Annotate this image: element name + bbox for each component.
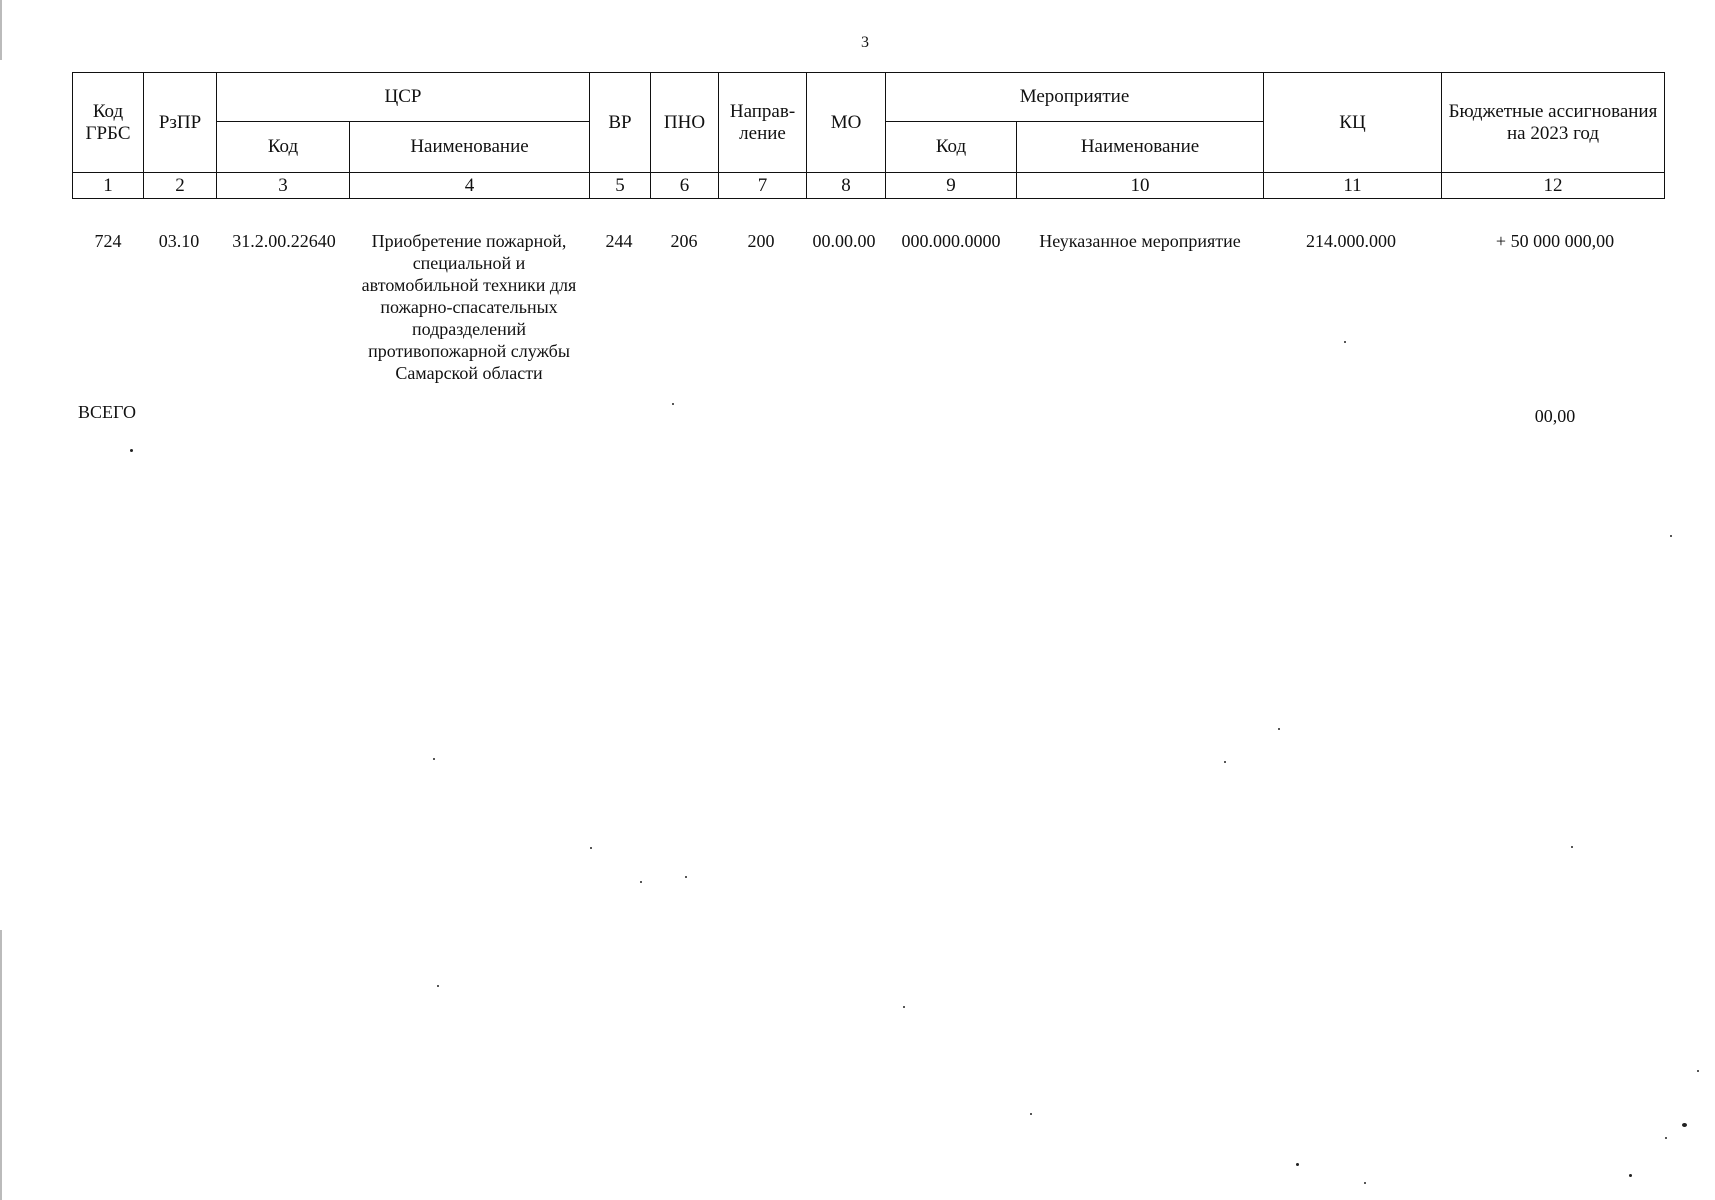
column-number: 10 xyxy=(1017,173,1264,199)
scan-speck xyxy=(1670,535,1672,537)
column-number: 4 xyxy=(350,173,590,199)
column-number: 7 xyxy=(719,173,807,199)
scan-speck xyxy=(130,449,133,452)
cell-kc: 214.000.000 xyxy=(1306,231,1396,251)
column-number: 5 xyxy=(590,173,651,199)
scan-speck xyxy=(1697,1070,1699,1072)
scan-speck xyxy=(1682,1123,1687,1127)
scan-speck xyxy=(1665,1137,1667,1139)
budget-table xyxy=(72,72,1665,199)
scan-speck xyxy=(1030,1113,1032,1115)
scan-speck xyxy=(1364,1182,1366,1184)
column-number: 6 xyxy=(651,173,719,199)
column-number: 3 xyxy=(217,173,350,199)
page-number: 3 xyxy=(861,34,869,51)
scan-edge-bottom xyxy=(0,930,2,1200)
scan-speck xyxy=(433,758,435,760)
cell-kod-grbs: 724 xyxy=(94,231,122,251)
column-number: 2 xyxy=(144,173,217,199)
header-mo: МО xyxy=(807,73,886,173)
total-value: 00,00 xyxy=(1534,406,1576,426)
scan-speck xyxy=(1629,1174,1632,1177)
scan-speck xyxy=(640,881,642,883)
scan-speck xyxy=(903,1006,905,1008)
cell-csr-name: Приобретение пожарной, специальной и автомобильной техники для пожарно-спасательных подразделений противопожарной службы Самарской области xyxy=(361,231,577,383)
cell-rzpr: 03.10 xyxy=(158,231,200,251)
scan-speck xyxy=(1344,341,1346,343)
column-number: 11 xyxy=(1264,173,1442,199)
header-meropriyatie: Мероприятие xyxy=(886,73,1264,122)
cell-pno: 206 xyxy=(670,231,698,251)
header-csr: ЦСР xyxy=(217,73,590,122)
scan-edge-top xyxy=(0,0,2,60)
header-rzpr: РзПР xyxy=(144,73,217,173)
total-label: ВСЕГО xyxy=(78,402,136,422)
header-csr-kod: Код xyxy=(217,122,350,173)
scan-speck xyxy=(672,403,674,405)
scan-speck xyxy=(437,985,439,987)
cell-mo: 00.00.00 xyxy=(812,231,876,251)
header-kc: КЦ xyxy=(1264,73,1442,173)
header-mer-kod: Код xyxy=(886,122,1017,173)
header-kod-grbs: Код ГРБС xyxy=(73,73,144,173)
scan-speck xyxy=(590,847,592,849)
header-csr-name: Наименование xyxy=(350,122,590,173)
column-number: 12 xyxy=(1442,173,1665,199)
cell-mer-name: Неуказанное мероприятие xyxy=(1039,231,1241,251)
header-budget: Бюджетные ассигнования на 2023 год xyxy=(1442,73,1665,173)
column-number: 9 xyxy=(886,173,1017,199)
cell-vr: 244 xyxy=(605,231,633,251)
header-napravlenie: Направ-ление xyxy=(719,73,807,173)
cell-amount: + 50 000 000,00 xyxy=(1495,231,1615,251)
column-number: 8 xyxy=(807,173,886,199)
header-mer-name: Наименование xyxy=(1017,122,1264,173)
cell-mer-kod: 000.000.0000 xyxy=(901,231,1001,251)
header-pno: ПНО xyxy=(651,73,719,173)
scan-speck xyxy=(1296,1163,1299,1166)
scan-speck xyxy=(1571,846,1573,848)
cell-csr-kod: 31.2.00.22640 xyxy=(232,231,336,251)
scan-speck xyxy=(1278,728,1280,730)
header-vr: ВР xyxy=(590,73,651,173)
table-row xyxy=(0,230,1715,390)
cell-napravlenie: 200 xyxy=(747,231,775,251)
scan-speck xyxy=(685,876,687,878)
column-number: 1 xyxy=(73,173,144,199)
scan-speck xyxy=(1224,761,1226,763)
